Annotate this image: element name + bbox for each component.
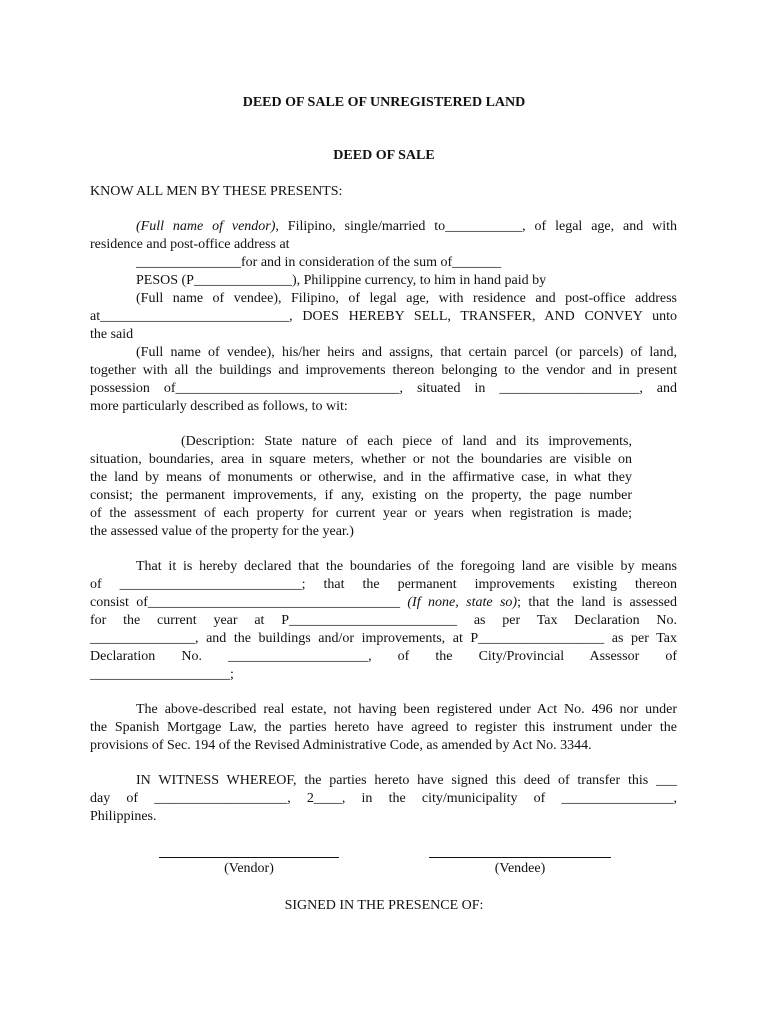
vendor-line-rest: , Filipino, single/married to___________, of legal age, and with [275, 219, 677, 234]
p4-line-1: IN WITNESS WHEREOF, the parties hereto have signed this deed of transfer this ___ [136, 773, 677, 788]
p3-line-3: provisions of Sec. 194 of the Revised Administrative Code, as amended by Act No. 3344. [90, 738, 592, 753]
p3-line-2: the Spanish Mortgage Law, the parties hereto have agreed to register this instrument under the [90, 720, 677, 735]
vendor-label: (Vendor) [224, 861, 274, 876]
p1-line-5: (Full name of vendee), Filipino, of legal age, with residence and post-office address [136, 291, 677, 306]
p1-line-4: PESOS (P______________), Philippine currency, to him in hand paid by [136, 273, 547, 288]
intro-line: KNOW ALL MEN BY THESE PRESENTS: [90, 184, 343, 199]
p2-line-7: ____________________; [90, 667, 234, 682]
p4-line-2: day of ___________________, 2____, in the city/municipality of ________________, [90, 791, 677, 806]
p1-line-11: more particularly described as follows, to wit: [90, 399, 348, 414]
p1-line-9: together with all the buildings and improvements thereon belonging to the vendor and in present [90, 363, 677, 378]
p4-line-3: Philippines. [90, 809, 157, 824]
description-line-5: of the assessment of each property for current year or years when registration is made; [90, 506, 632, 521]
if-none-note: (If none, state so) [407, 595, 518, 610]
p1-line-3: _______________for and in consideration of the sum of_______ [136, 255, 502, 270]
p1-line-6: at___________________________, DOES HEREBY SELL, TRANSFER, AND CONVEY unto [90, 309, 677, 324]
p3-line-1: The above-described real estate, not having been registered under Act No. 496 nor under [136, 702, 677, 717]
presence-heading: SIGNED IN THE PRESENCE OF: [284, 898, 484, 913]
p2-line-3 [90, 594, 677, 612]
document-title: DEED OF SALE OF UNREGISTERED LAND [242, 95, 526, 110]
p1-line-8: (Full name of vendee), his/her heirs and assigns, that certain parcel (or parcels) of land, [136, 345, 677, 360]
vendor-line [136, 218, 677, 236]
description-line-6: the assessed value of the property for the year.) [90, 524, 354, 539]
vendee-signature-line [429, 857, 611, 858]
document-subtitle: DEED OF SALE [333, 148, 435, 163]
p2-line-3-b: ; that the land is assessed [517, 595, 677, 610]
description-line-1: (Description: State nature of each piece of land and its improvements, [181, 434, 632, 449]
p2-line-3-a: consist of____________________________________ [90, 595, 408, 610]
vendee-label: (Vendee) [494, 861, 546, 876]
description-line-2: situation, boundaries, area in square meters, whether or not the boundaries are visible on [90, 452, 632, 467]
p2-line-4: for the current year at P________________________ as per Tax Declaration No. [90, 613, 677, 628]
p2-line-5: _______________, and the buildings and/or improvements, at P__________________ as per Tax [90, 631, 677, 646]
vendor-placeholder: (Full name of vendor) [136, 219, 276, 234]
p2-line-6: Declaration No. ____________________, of the City/Provincial Assessor of [90, 649, 677, 664]
p1-line-2: residence and post-office address at [90, 237, 290, 252]
vendor-signature-line [159, 857, 339, 858]
p1-line-7: the said [90, 327, 134, 342]
description-line-3: the land by means of monuments or otherwise, and in the affirmative case, in what they [90, 470, 632, 485]
p2-line-2: of __________________________; that the permanent improvements existing thereon [90, 577, 677, 592]
description-line-4: consist; the permanent improvements, if any, existing on the property, the page number [90, 488, 632, 503]
p1-line-10: possession of________________________________, situated in ____________________, and [90, 381, 677, 396]
p2-line-1: That it is hereby declared that the boundaries of the foregoing land are visible by means [136, 559, 677, 574]
